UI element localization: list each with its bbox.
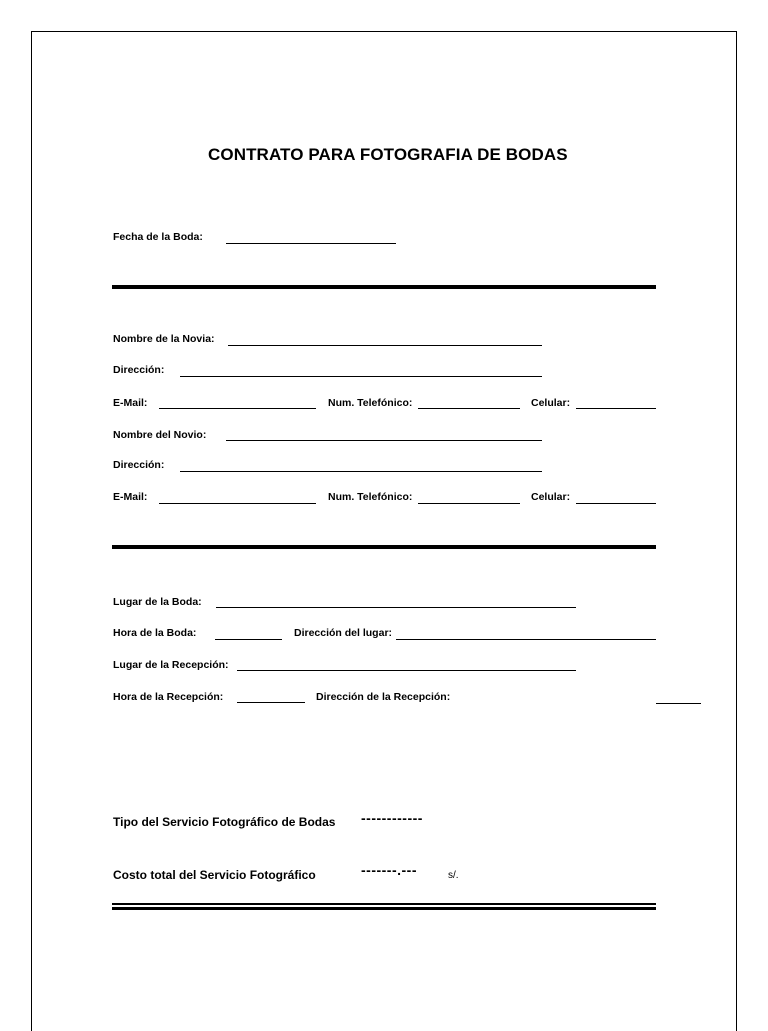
groom-email-label: E-Mail: xyxy=(113,491,148,503)
currency-label: s/. xyxy=(448,870,459,881)
bride-address-label: Dirección: xyxy=(113,364,165,376)
groom-email-field[interactable] xyxy=(159,503,316,504)
reception-place-field[interactable] xyxy=(237,670,576,671)
reception-address-label: Dirección de la Recepción: xyxy=(316,691,451,703)
groom-name-field[interactable] xyxy=(226,440,542,441)
service-cost-value[interactable]: -------.--- xyxy=(361,862,418,878)
groom-mobile-field[interactable] xyxy=(576,503,656,504)
footer-rule-top xyxy=(112,903,656,905)
groom-address-label: Dirección: xyxy=(113,459,165,471)
service-type-value[interactable]: ------------ xyxy=(361,810,423,826)
bride-phone-label: Num. Telefónico: xyxy=(328,397,413,409)
groom-phone-field[interactable] xyxy=(418,503,520,504)
groom-name-label: Nombre del Novio: xyxy=(113,429,207,441)
bride-email-field[interactable] xyxy=(159,408,316,409)
reception-time-label: Hora de la Recepción: xyxy=(113,691,224,703)
groom-address-field[interactable] xyxy=(180,471,542,472)
bride-email-label: E-Mail: xyxy=(113,397,148,409)
bride-address-field[interactable] xyxy=(180,376,542,377)
bride-mobile-field[interactable] xyxy=(576,408,656,409)
bride-mobile-label: Celular: xyxy=(531,397,571,409)
groom-phone-label: Num. Telefónico: xyxy=(328,491,413,503)
service-cost-label: Costo total del Servicio Fotográfico xyxy=(113,868,316,882)
footer-rule-bottom xyxy=(112,907,656,910)
wedding-place-label: Lugar de la Boda: xyxy=(113,596,202,608)
section-divider xyxy=(112,545,656,549)
wedding-time-label: Hora de la Boda: xyxy=(113,627,197,639)
wedding-time-field[interactable] xyxy=(215,639,282,640)
reception-place-label: Lugar de la Recepción: xyxy=(113,659,229,671)
wedding-place-field[interactable] xyxy=(216,607,576,608)
place-address-field[interactable] xyxy=(396,639,656,640)
place-address-label: Dirección del lugar: xyxy=(294,627,393,639)
groom-mobile-label: Celular: xyxy=(531,491,571,503)
reception-address-field[interactable] xyxy=(656,703,701,704)
document-title: CONTRATO PARA FOTOGRAFIA DE BODAS xyxy=(208,145,568,164)
bride-name-field[interactable] xyxy=(228,345,542,346)
bride-phone-field[interactable] xyxy=(418,408,520,409)
reception-time-field[interactable] xyxy=(237,702,305,703)
service-type-label: Tipo del Servicio Fotográfico de Bodas xyxy=(113,815,336,829)
wedding-date-field[interactable] xyxy=(226,243,396,244)
wedding-date-label: Fecha de la Boda: xyxy=(113,231,203,243)
bride-name-label: Nombre de la Novia: xyxy=(113,333,215,345)
section-divider xyxy=(112,285,656,289)
